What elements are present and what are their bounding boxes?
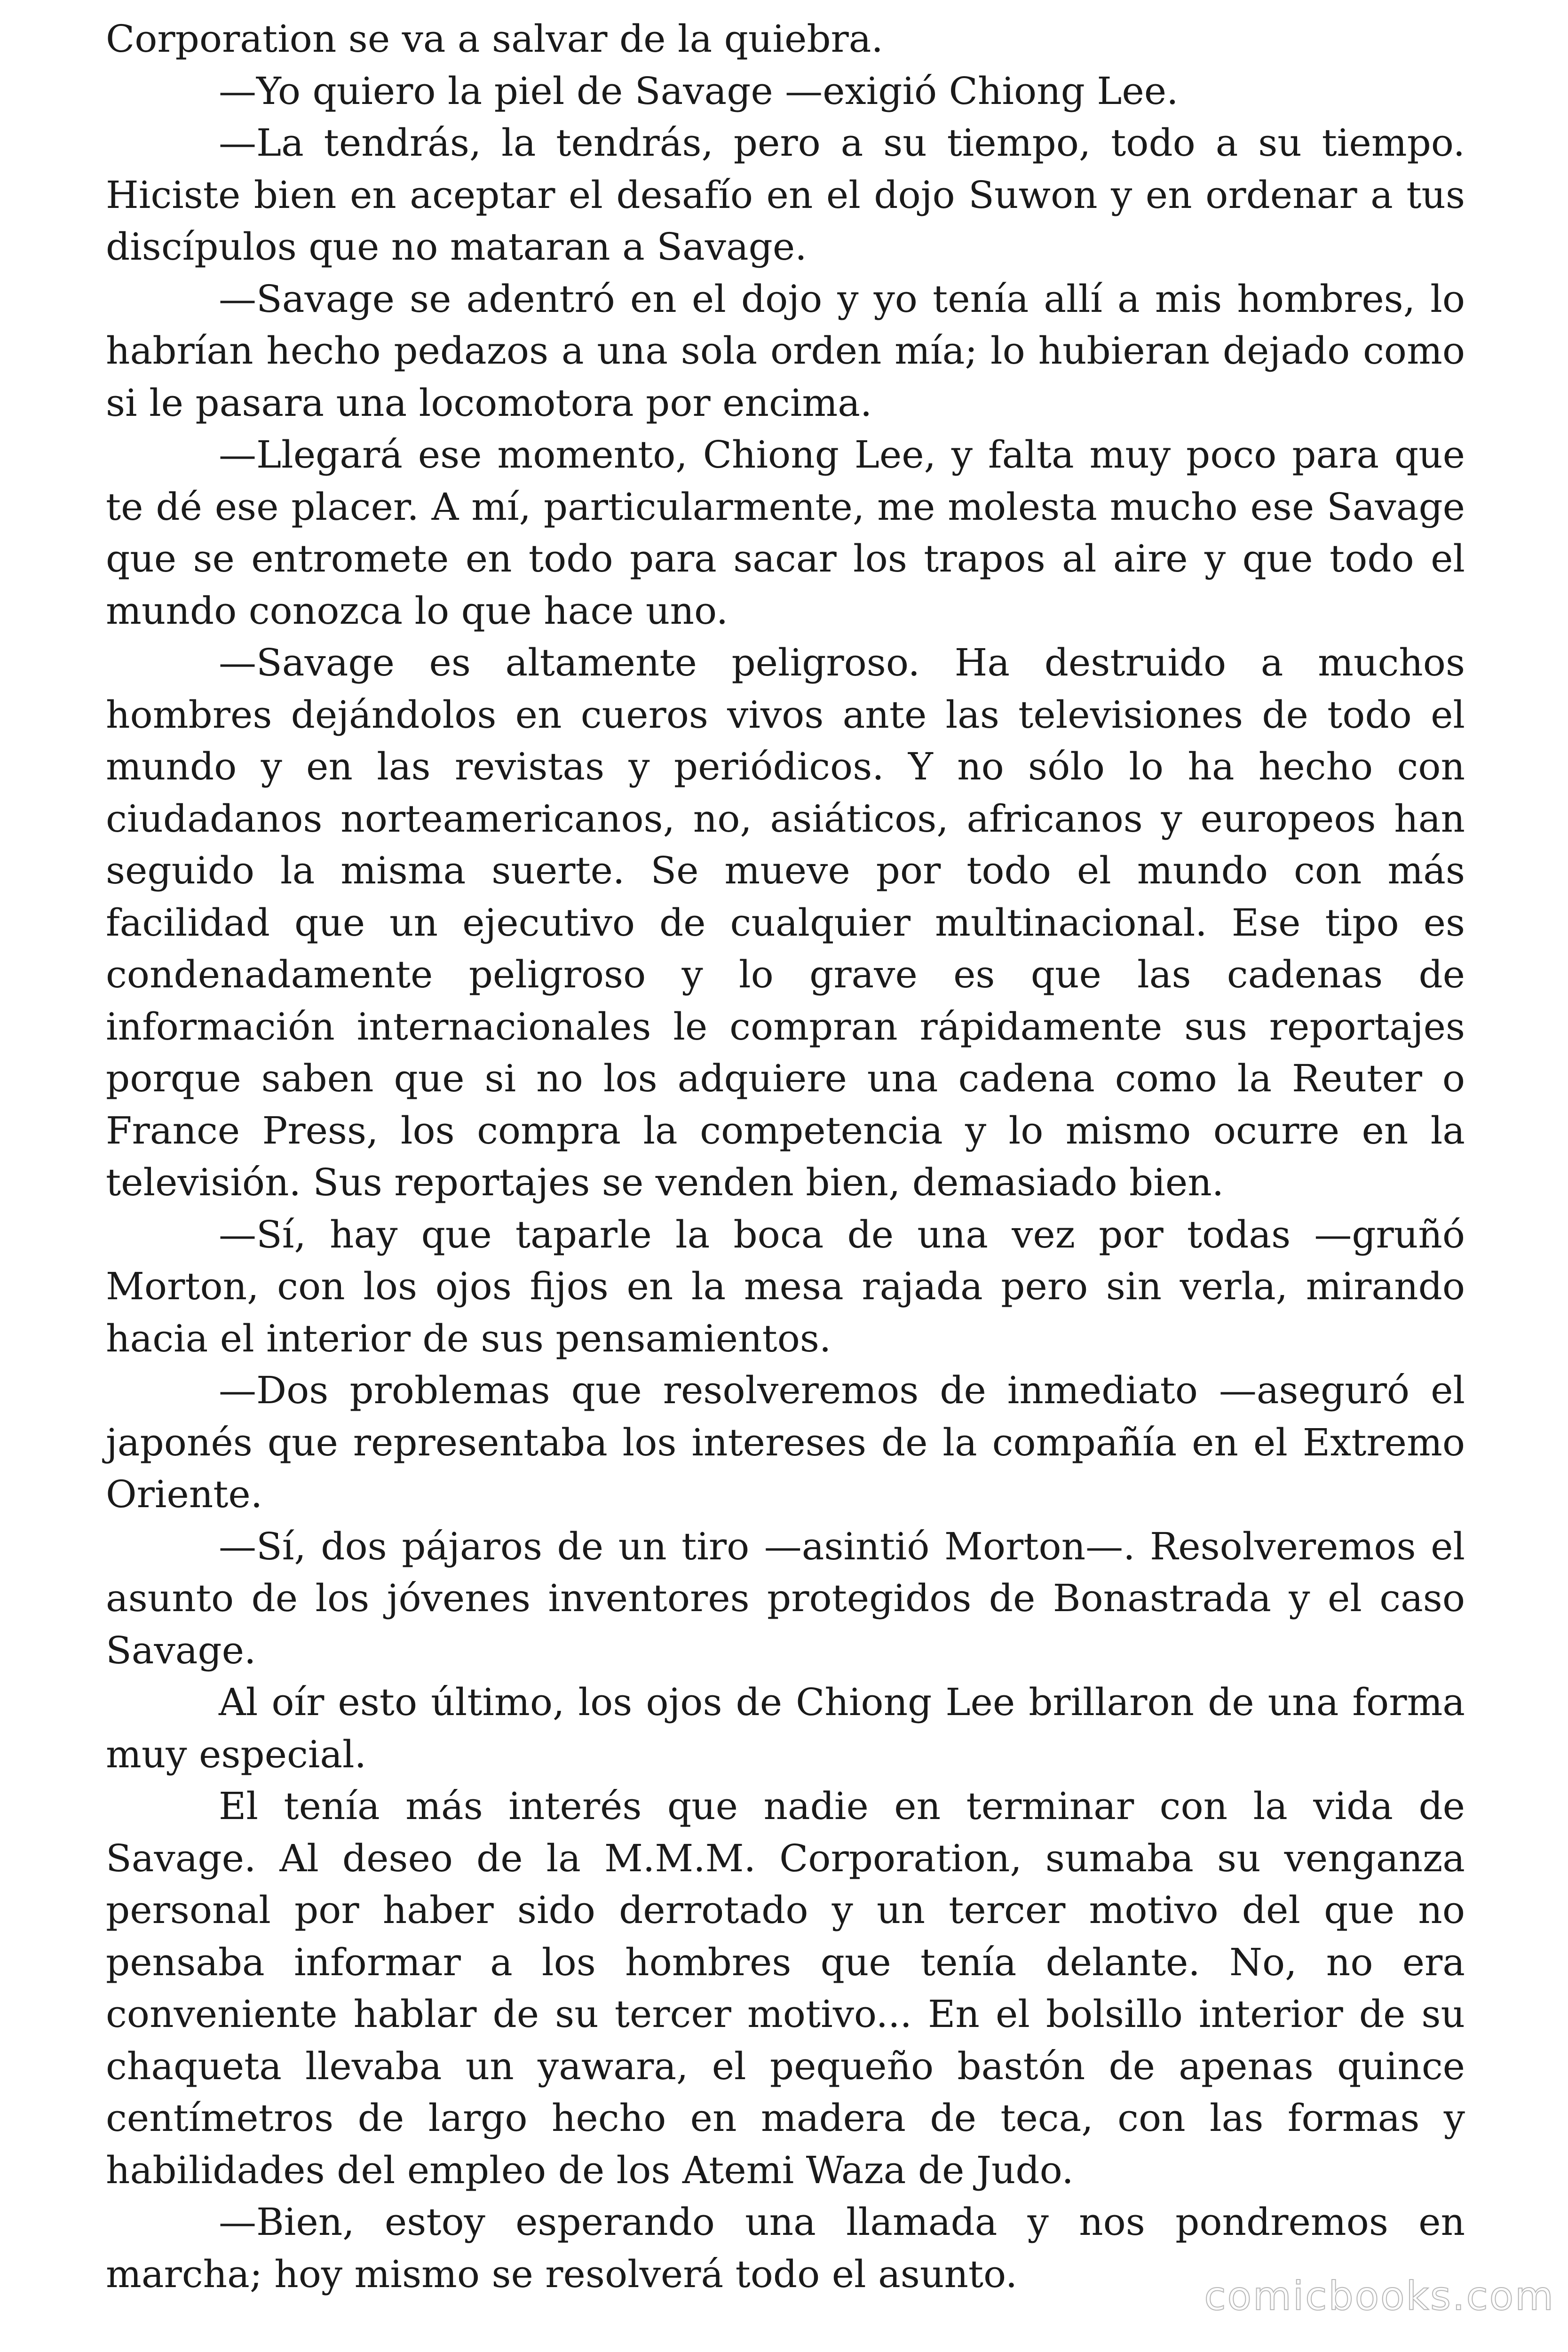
dialogue-paragraph: —Savage se adentró en el dojo y yo tenía allí a mis hombres, lo habrían hecho pedazos a una sola orden mía; lo hubieran dejado como si le pasara una locomotora por encima. (106, 277, 1465, 425)
dialogue-paragraph: —La tendrás, la tendrás, pero a su tiempo, todo a su tiempo. Hiciste bien en aceptar el desafío en el dojo Suwon y en ordenar a tus discípulos que no mataran a Savage. (106, 121, 1465, 269)
dialogue-paragraph: —Llegará ese momento, Chiong Lee, y falta muy poco para que te dé ese placer. A mí, particularmente, me molesta mucho ese Savage que se entromete en todo para sacar los trapos al aire y que todo el mundo conozca lo que hace uno. (106, 433, 1465, 633)
watermark: comicbooks.com (1204, 2273, 1555, 2319)
dialogue-paragraph: —Bien, estoy esperando una llamada y nos pondremos en marcha; hoy mismo se resolverá todo el asunto. (106, 2200, 1465, 2296)
dialogue-paragraph: —Sí, hay que taparle la boca de una vez por todas —gruñó Morton, con los ojos fijos en la mesa rajada pero sin verla, mirando hacia el interior de sus pensamientos. (106, 1212, 1465, 1360)
dialogue-paragraph: —Dos problemas que resolveremos de inmediato —aseguró el japonés que representaba los intereses de la compañía en el Extremo Oriente. (106, 1368, 1465, 1516)
dialogue-paragraph: —Savage es altamente peligroso. Ha destruido a muchos hombres dejándolos en cueros vivos ante las televisiones de todo el mundo y en las revistas y periódicos. Y no sólo lo ha hecho con ciudadanos norteamericanos, no, asiáticos, africanos y europeos han seguido la misma suerte. Se mueve por todo el mundo con más facilidad que un ejecutivo de cualquier multinacional. Ese tipo es condenadamente peligroso y lo grave es que las cadenas de información internacionales le compran rápidamente sus reportajes porque saben que si no los adquiere una cadena como la Reuter o France Press, los compra la competencia y lo mismo ocurre en la televisión. Sus reportajes se venden bien, demasiado bien. (106, 641, 1465, 1204)
paragraph-continuation: Corporation se va a salvar de la quiebra. (106, 17, 883, 61)
narrative-paragraph: Al oír esto último, los ojos de Chiong Lee brillaron de una forma muy especial. (106, 1680, 1465, 1776)
dialogue-paragraph: —Sí, dos pájaros de un tiro —asintió Morton—. Resolveremos el asunto de los jóvenes inventores protegidos de Bonastrada y el caso Savage. (106, 1524, 1465, 1672)
book-page-text (106, 13, 1465, 2300)
dialogue-paragraph: —Yo quiero la piel de Savage —exigió Chiong Lee. (219, 69, 1179, 113)
narrative-paragraph: El tenía más interés que nadie en terminar con la vida de Savage. Al deseo de la M.M.M. Corporation, sumaba su venganza personal por haber sido derrotado y un tercer motivo del que no pensaba informar a los hombres que tenía delante. No, no era conveniente hablar de su tercer motivo... En el bolsillo interior de su chaqueta llevaba un yawara, el pequeño bastón de apenas quince centímetros de largo hecho en madera de teca, con las formas y habilidades del empleo de los Atemi Waza de Judo. (106, 1784, 1465, 2192)
